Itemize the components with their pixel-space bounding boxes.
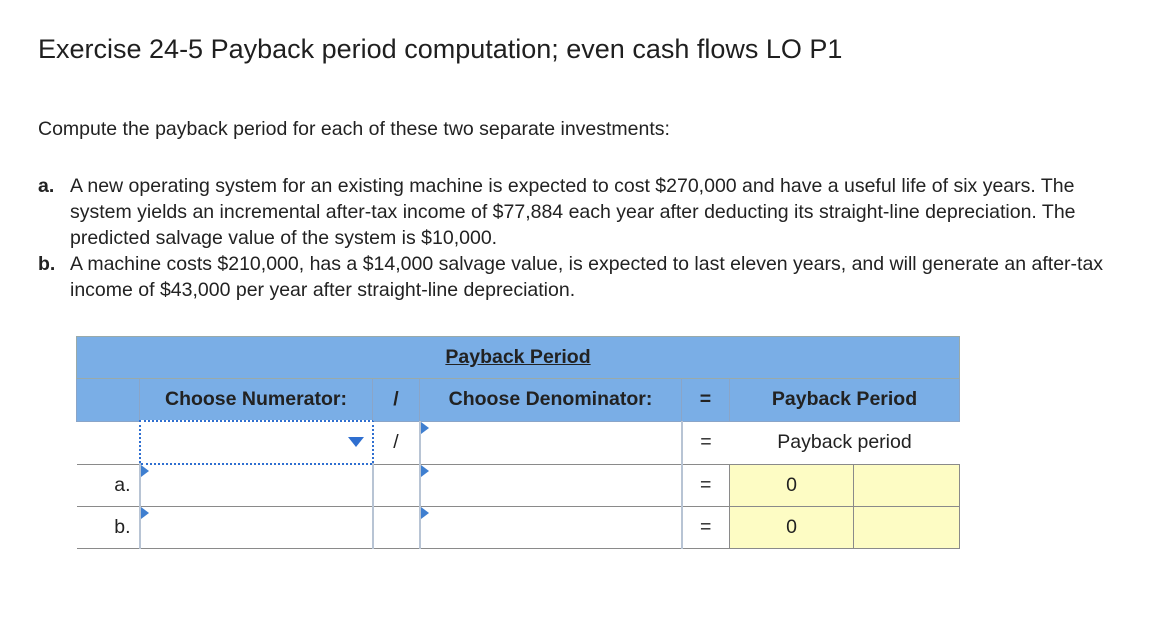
payback-value: 0 — [730, 464, 854, 507]
numerator-input[interactable] — [140, 507, 373, 549]
item-text: A new operating system for an existing machine is expected to cost $270,000 and have a useful life of six years. The system yields an incremental after-tax income of $77,884 each year after deducting its straight-line depreciation. The predicted salvage value of the system is $10,000. — [70, 175, 1076, 249]
item-label: b. — [38, 253, 56, 275]
denominator-input[interactable] — [420, 507, 682, 549]
dropdown-marker-icon — [141, 465, 149, 477]
payback-table — [76, 336, 960, 549]
denominator-input[interactable] — [420, 464, 682, 507]
table-caption: Payback Period — [77, 337, 960, 379]
operator-cell[interactable] — [373, 464, 420, 507]
operator-cell[interactable] — [373, 507, 420, 549]
result-label: Payback period — [730, 421, 960, 464]
payback-unit-cell — [854, 507, 960, 549]
dropdown-marker-icon — [421, 422, 429, 434]
dropdown-marker-icon — [421, 465, 429, 477]
equals-sign: = — [682, 507, 730, 549]
numerator-input[interactable] — [140, 464, 373, 507]
header-denominator: Choose Denominator: — [420, 379, 682, 422]
denominator-dropdown[interactable] — [420, 421, 682, 464]
instructions: Compute the payback period for each of these two separate investments: — [38, 118, 670, 140]
header-result: Payback Period — [730, 379, 960, 422]
problem-list — [38, 173, 1138, 303]
item-text: A machine costs $210,000, has a $14,000 salvage value, is expected to last eleven years, and will generate an after-tax income of $43,000 per year after straight-line depreciation. — [70, 253, 1104, 301]
problem-item — [38, 173, 1138, 251]
numerator-dropdown[interactable] — [140, 421, 373, 464]
dropdown-marker-icon — [421, 507, 429, 519]
slash-sign: / — [373, 421, 420, 464]
header-blank — [77, 379, 140, 422]
exercise-title: Exercise 24-5 Payback period computation; even cash flows LO P1 — [38, 34, 843, 64]
header-slash: / — [373, 379, 420, 422]
item-label: a. — [38, 175, 55, 197]
dropdown-marker-icon — [141, 507, 149, 519]
header-equals: = — [682, 379, 730, 422]
equals-sign: = — [682, 464, 730, 507]
row-label — [77, 421, 140, 464]
header-numerator: Choose Numerator: — [140, 379, 373, 422]
problem-item — [38, 251, 1138, 303]
equals-sign: = — [682, 421, 730, 464]
payback-unit-cell — [854, 464, 960, 507]
chevron-down-icon[interactable] — [348, 437, 364, 447]
row-label: a. — [77, 464, 140, 507]
row-label: b. — [77, 507, 140, 549]
payback-value: 0 — [730, 507, 854, 549]
